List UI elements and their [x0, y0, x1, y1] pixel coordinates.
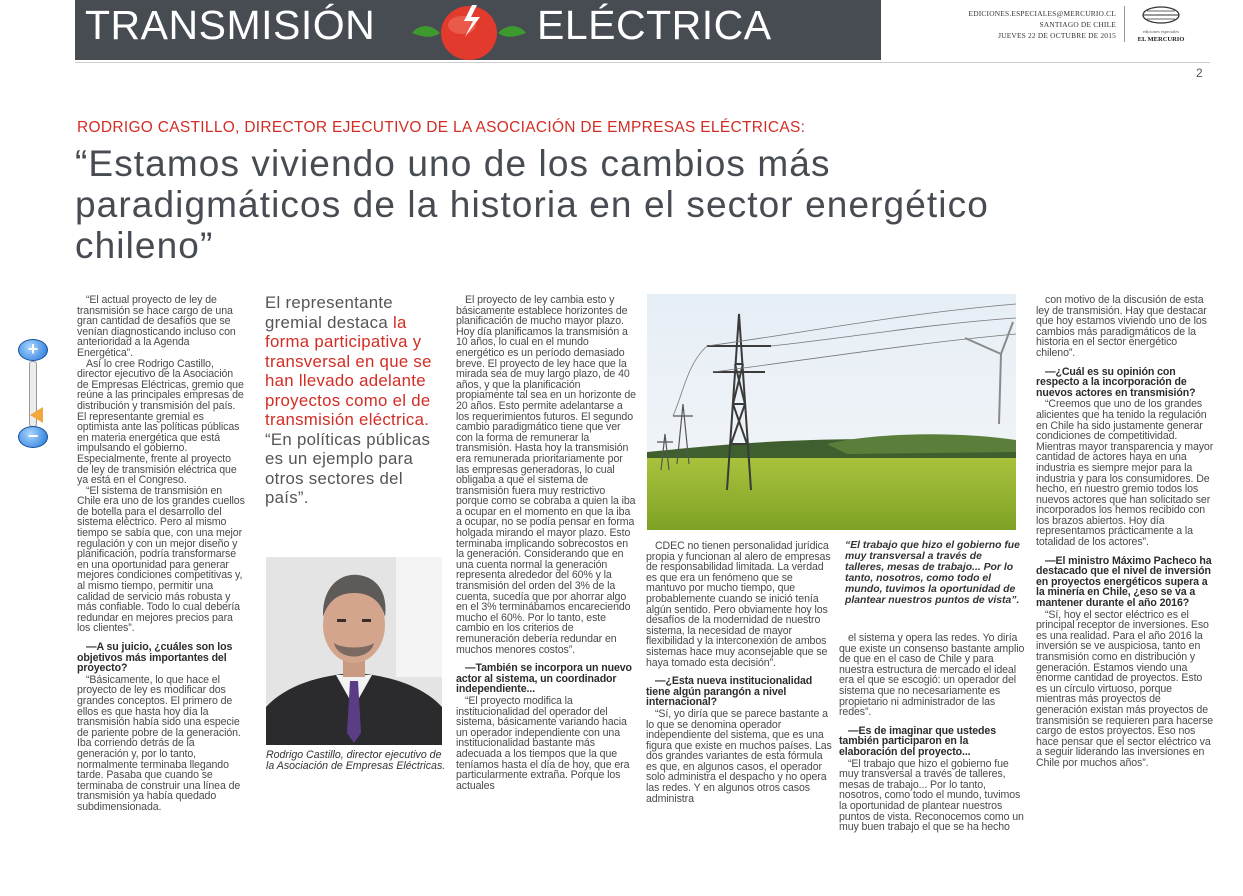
masthead-word-transmision: TRANSMISIÓN: [85, 2, 376, 48]
newspaper-name: EL MERCURIO: [1137, 36, 1185, 43]
paragraph: “El actual proyecto de ley de transmisión se hace cargo de una gran cantidad de desafíos que se venían diagnosticando incluso con anterioridad a la Agenda Energética”.: [77, 294, 236, 359]
paragraph: “Básicamente, lo que hace el proyecto de ley es modificar dos grandes conceptos. El primero de ellos es que hasta hoy día la transmisión había sido una especie de pariente pobre de la generación. Iba corriendo detrás de la generación y, por lo tanto, normalmente terminaba llegando tarde. Pasaba que cuando se terminaba de construir una línea de transmisión ya había quedado subdimensionada.: [77, 673, 241, 813]
text-column-6: [1036, 295, 1214, 769]
paragraph: “El proyecto modifica la institucionalidad del operador del sistema, básicamente variando hacia un operador independiente con una institucionalidad bastante más adecuada a los tiempos que la que teníamos hasta el día de hoy, que era particularmente extraña. Porque los actuales: [456, 694, 630, 792]
text-column-1: [77, 295, 245, 813]
interview-question: —¿Esta nueva institucionalidad tiene algún parangón a nivel internacional?: [646, 675, 813, 709]
text-column-3: [456, 295, 636, 791]
zoom-slider-thumb[interactable]: [30, 407, 43, 423]
paragraph: “Creemos que uno de los grandes alicientes que ha tenido la regulación en Chile ha sido justamente generar condiciones de competitividad. Mientras mayor transparencia y mayor cantidad de actores haya en una industria es siempre mejor para la industria y para los consumidores. De hecho, en nuestro gremio todos los nuevos actores que han solicitado ser incorporados los hemos recibido con los brazos abiertos. Hoy día representamos prácticamente a la totalidad de los actores”.: [1036, 398, 1214, 549]
paragraph: “El sistema de transmisión en Chile era uno de los grandes cuellos de botella para el desarrollo del sistema eléctrico. Pero al mismo tiempo se sabía que, con una mejor regulación y con un mejor diseño y planificación, podría transformarse en una oportunidad para generar mejores condiciones competitivas y, al mismo tiempo, permitir una calidad de servicio más robusta y más confiable. Todo lo cual debería redundar en mejores precios para los clientes”.: [77, 484, 245, 635]
pull-quote-highlight: la forma participativa y transversal en que se han llevado adelante proyectos como el de transmisión eléctrica.: [265, 312, 432, 429]
masthead-word-electrica: ELÉCTRICA: [537, 2, 772, 48]
zoom-control[interactable]: [17, 339, 49, 447]
interview-question: —Es de imaginar que ustedes también participaron en la elaboración del proyecto...: [839, 724, 997, 758]
newspaper-emblem-icon: [1141, 6, 1181, 24]
section-masthead-bar: [75, 0, 881, 60]
paragraph: CDEC no tienen personalidad jurídica propia y funcionan al alero de empresas de responsabilidad limitada. La verdad es que era un fenómeno que se mantuvo por mucho tiempo, que probablemente cuando se inició tenía algún sentido. Pero obviamente hoy los desafíos de la modernidad de nuestro sistema, la necesidad de mayor flexibilidad y la interconexión de ambos sistemas hace muy aconsejable que se haya tomado esta decisión”.: [646, 540, 831, 669]
interview-question: —A su juicio, ¿cuáles son los objetivos más importantes del proyecto?: [77, 641, 233, 675]
pull-quote-lead: El representante gremial destaca: [265, 293, 393, 332]
image-side-quote: “El trabajo que hizo el gobierno fue muy transversal a través de talleres, mesas de trabajo... Por lo tanto, nosotros, como todo el mundo, tuvimos la oportunidad de plantear nuestros puntos de vista”.: [845, 540, 1020, 606]
issue-email: EDICIONES.ESPECIALES@MERCURIO.CL: [968, 9, 1116, 18]
pull-quote: [265, 293, 447, 508]
article-headline: “Estamos viviendo uno de los cambios más paradigmáticos de la historia en el sector energético chileno”: [75, 143, 989, 266]
text-column-5: [839, 633, 1026, 833]
header-rule: [75, 62, 1210, 63]
issue-city: SANTIAGO DE CHILE: [1039, 20, 1116, 29]
power-lines-photo: [647, 294, 1016, 530]
zoom-out-button[interactable]: −: [18, 426, 48, 448]
power-tower-illustration: [647, 294, 1016, 530]
paragraph: Así lo cree Rodrigo Castillo, director ejecutivo de la Asociación de Empresas Eléctricas, gremio que reúne a las principales empresas de distribución y transmisión del país. El representante gremial es optimista ante las políticas públicas en materia energética que está impulsando el gobierno. Especialmente, frente al proyecto de ley de transmisión eléctrica que ya está en el Congreso.: [77, 357, 244, 487]
portrait-photo: [266, 557, 442, 745]
newspaper-logo: [1133, 6, 1189, 46]
photo-caption: Rodrigo Castillo, director ejecutivo de la Asociación de Empresas Eléctricas.: [266, 749, 446, 773]
zoom-in-button[interactable]: +: [18, 339, 48, 361]
interview-question: —El ministro Máximo Pacheco ha destacado que el nivel de inversión en proyectos energéticos supera a la minería en Chile, ¿eso se va a mantener durante el año 2016?: [1036, 554, 1212, 610]
paragraph: El proyecto de ley cambia esto y básicamente establece horizontes de planificación de mucho mayor plazo. Hoy día planificamos la transmisión a 10 años, lo cual en el mundo energético es un período demasiado breve. El proyecto de ley hace que la mirada sea de muy largo plazo, de 40 años, y que la planificación propiamente tal sea en un horizonte de 20 años. Esto permite adelantarse a los requerimientos futuros. El segundo cambio paradigmático tiene que ver con la forma de remunerar la transmisión. Hasta hoy la transmisión era remunerada prioritariamente por las empresas generadoras, lo cual obligaba a que el sistema de transmisión fuera muy restrictivo porque como se cobraba a quien la iba a ocupar en el momento en que la iba a ocupar, no se podía pensar en forma holgada mirando el mayor plazo. Esto terminaba implicando sobrecostos en la generación. Considerando que en una cuenta normal la generación representa alrededor del 60% y la transmisión del orden del 3% de la cuenta, sucedía que por ahorrar algo en el 3% terminábamos encareciendo mucho el 60%. Por lo tanto, este cambio en los criterios de remuneración debería redundar en muchos menores costos”.: [456, 294, 636, 656]
portrait-illustration: [266, 557, 442, 745]
issue-info: [910, 8, 1116, 41]
paragraph: “El trabajo que hizo el gobierno fue muy transversal a través de talleres, mesas de trabajo... Por lo tanto, nosotros, como todo el mundo, tuvimos la oportunidad de plantear nuestros puntos de vista. Reconocemos como un muy buen trabajo el que se ha hecho: [839, 757, 1024, 834]
interview-question: —¿Cuál es su opinión con respecto a la incorporación de nuevos actores en transmisión?: [1036, 365, 1196, 399]
pull-quote-quote: “En políticas públicas es un ejemplo para otros sectores del país”.: [265, 429, 431, 507]
masthead-divider: [1124, 6, 1125, 42]
newspaper-small-label: ediciones especiales: [1142, 29, 1180, 34]
text-column-4: [646, 541, 834, 804]
paragraph: “Sí, hoy el sector eléctrico es el principal receptor de inversiones. Eso es una realidad. Para el año 2016 la inversión se ve auspiciosa, tanto en transmisión como en distribución y generación. Estamos viendo una enorme cantidad de proyectos. Esto es un círculo virtuoso, porque mientras más proyectos de generación existan más proyectos de transmisión se requieren para hacerse cargo de estos proyectos. Eso nos hace pensar que el sector eléctrico va a seguir liderando las inversiones en Chile por muchos años”.: [1036, 608, 1214, 769]
lightning-logo-icon: [410, 3, 528, 63]
article-kicker: RODRIGO CASTILLO, DIRECTOR EJECUTIVO DE LA ASOCIACIÓN DE EMPRESAS ELÉCTRICAS:: [77, 119, 806, 136]
paragraph: el sistema y opera las redes. Yo diría que existe un consenso bastante amplio de que en el caso de Chile y para nuestra estructura de mercado el ideal era el que se escogió: un operador del sistema que no necesariamente es propietario ni administrador de las redes”.: [839, 632, 1025, 719]
paragraph: “Sí, yo diría que se parece bastante a lo que se denomina operador independiente del sistema, que es una figura que existe en muchos países. Las dos grandes variantes de esta fórmula es que, en algunos casos, el operador solo administra el despacho y no opera las redes. Y en algunos otros casos administra: [646, 707, 832, 805]
paragraph: con motivo de la discusión de esta ley de transmisión. Hay que destacar que hoy estamos viviendo uno de los cambios más paradigmáticos de la historia en el sector energético chileno”.: [1036, 294, 1207, 359]
page-number: 2: [1196, 66, 1203, 80]
interview-question: —También se incorpora un nuevo actor al sistema, un coordinador independiente...: [456, 662, 632, 696]
issue-date: JUEVES 22 DE OCTUBRE DE 2015: [998, 31, 1116, 40]
